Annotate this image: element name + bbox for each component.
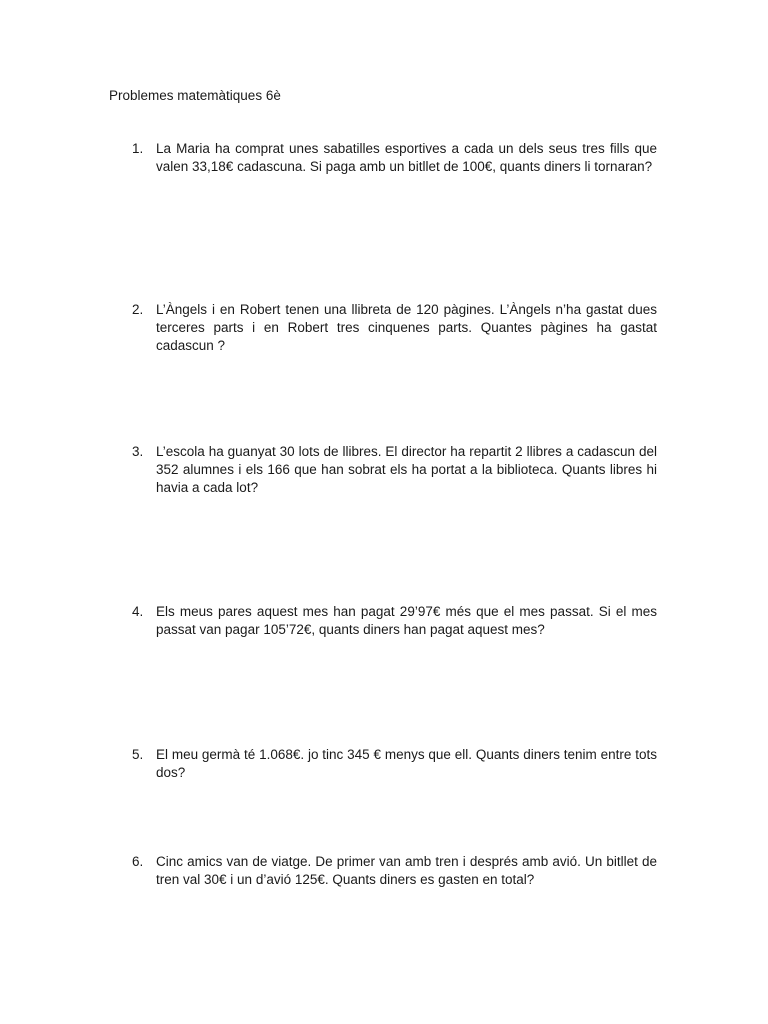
problem-number: 1.: [132, 141, 144, 156]
problem-text: Cinc amics van de viatge. De primer van amb tren i després amb avió. Un bitllet de tren val 30€ i un d’avió 125€. Quants diners es gasten en total?: [156, 854, 657, 887]
problem-number: 4.: [132, 604, 144, 619]
problem-number: 2.: [132, 302, 144, 317]
problem-text: L’Àngels i en Robert tenen una llibreta de 120 pàgines. L’Àngels n’ha gastat dues terceres parts i en Robert tres cinquenes parts. Quantes pàgines ha gastat cadascun ?: [156, 302, 657, 353]
problem-text: Els meus pares aquest mes han pagat 29’97€ més que el mes passat. Si el mes passat van pagar 105’72€, quants diners han pagat aquest mes?: [156, 604, 657, 637]
problem-text: L’escola ha guanyat 30 lots de llibres. El director ha repartit 2 llibres a cadascun del 352 alumnes i els 166 que han sobrat els ha portat a la biblioteca. Quants libres hi havia a cada lot?: [156, 444, 657, 495]
problem-item: [132, 301, 657, 355]
problem-item: [132, 443, 657, 497]
problem-text: El meu germà té 1.068€. jo tinc 345 € menys que ell. Quants diners tenim entre tots dos?: [156, 747, 657, 780]
problem-number: 3.: [132, 444, 144, 459]
problem-text: La Maria ha comprat unes sabatilles esportives a cada un dels seus tres fills que valen 33,18€ cadascuna. Si paga amb un bitllet de 100€, quants diners li tornaran?: [156, 141, 657, 174]
problem-number: 6.: [132, 854, 144, 869]
problem-item: [132, 853, 657, 889]
problem-item: [132, 603, 657, 639]
problem-number: 5.: [132, 747, 144, 762]
problem-item: [132, 746, 657, 782]
problem-item: [132, 140, 657, 176]
document-title: Problemes matemàtiques 6è: [109, 88, 281, 103]
